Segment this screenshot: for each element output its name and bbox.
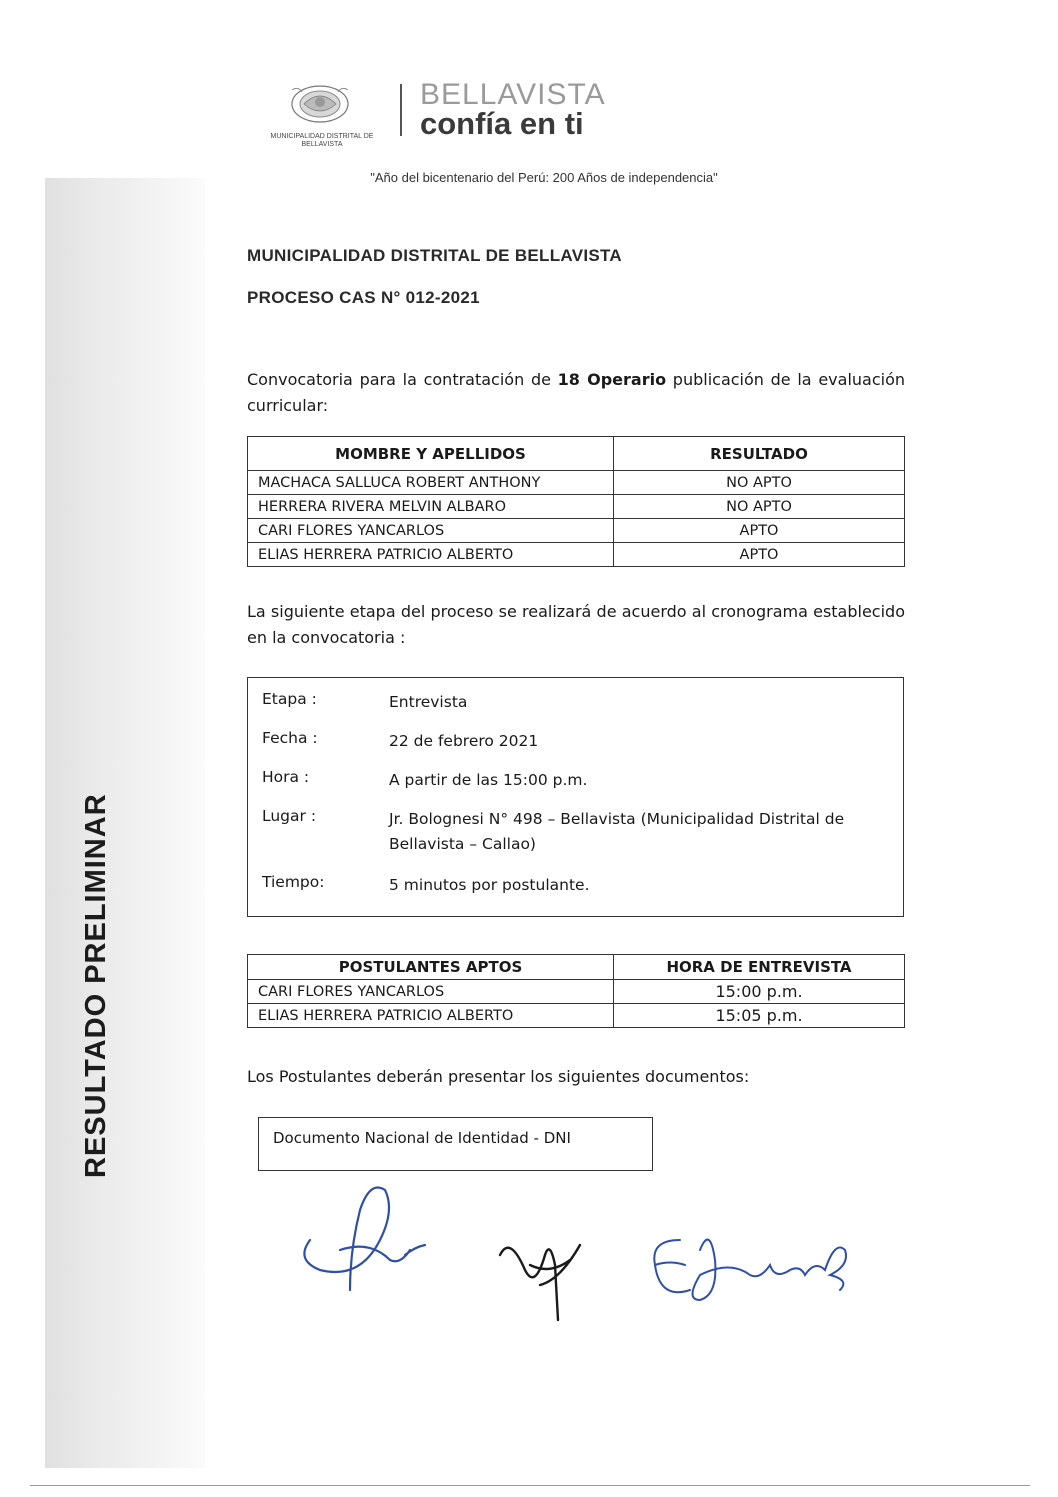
schedule-value: 5 minutos por postulante.	[389, 876, 590, 894]
schedule-value: A partir de las 15:00 p.m.	[389, 771, 588, 789]
schedule-value: 22 de febrero 2021	[389, 732, 539, 750]
applicant-name: CARI FLORES YANCARLOS	[248, 980, 614, 1004]
table-row	[248, 1004, 905, 1028]
table-row	[248, 543, 905, 567]
table-row	[248, 980, 905, 1004]
interview-time: 15:05 p.m.	[614, 1004, 905, 1028]
schedule-value: Jr. Bolognesi N° 498 – Bellavista (Municipalidad Distrital de Bellavista – Callao)	[389, 810, 845, 853]
table-row	[248, 495, 905, 519]
process-number: PROCESO CAS N° 012-2021	[247, 288, 480, 307]
applicant-name: CARI FLORES YANCARLOS	[248, 519, 614, 543]
intro-position: 18 Operario	[557, 370, 667, 389]
applicant-name: ELIAS HERRERA PATRICIO ALBERTO	[248, 1004, 614, 1028]
schedule-label: Tiempo:	[262, 873, 325, 891]
sidebar-stamp	[45, 178, 205, 1468]
logo-divider	[400, 84, 402, 136]
table-header-row	[248, 955, 905, 980]
column-header-result: RESULTADO	[614, 437, 905, 471]
schedule-box	[247, 677, 904, 917]
column-header-name: MOMBRE Y APELLIDOS	[248, 437, 614, 471]
signature-3-icon	[640, 1220, 860, 1310]
column-header-interview-time: HORA DE ENTREVISTA	[614, 955, 905, 980]
applicant-name: HERRERA RIVERA MELVIN ALBARO	[248, 495, 614, 519]
brand-name: BELLAVISTA	[420, 78, 606, 111]
schedule-label: Etapa :	[262, 690, 317, 708]
table-row	[248, 471, 905, 495]
page-title: MUNICIPALIDAD DISTRITAL DE BELLAVISTA	[247, 246, 623, 265]
signature-2-icon	[490, 1225, 590, 1325]
signature-1-icon	[290, 1180, 440, 1300]
column-header-applicants: POSTULANTES APTOS	[248, 955, 614, 980]
next-stage-paragraph: La siguiente etapa del proceso se realizará de acuerdo al cronograma establecido en la convocatoria :	[247, 602, 905, 647]
table-header-row	[248, 437, 905, 471]
applicant-result: APTO	[614, 543, 905, 567]
logo-caption: MUNICIPALIDAD DISTRITAL DE BELLAVISTA	[270, 133, 374, 148]
interview-table	[247, 954, 905, 1028]
intro-text-start: Convocatoria para la contratación de	[247, 370, 558, 389]
applicant-result: NO APTO	[614, 495, 905, 519]
applicant-result: APTO	[614, 519, 905, 543]
intro-paragraph	[247, 367, 905, 419]
year-motto: "Año del bicentenario del Perú: 200 Años de independencia"	[370, 170, 718, 185]
table-row	[248, 519, 905, 543]
intro-text-end: publicación de la evaluación curricular:	[247, 370, 906, 415]
applicant-name: ELIAS HERRERA PATRICIO ALBERTO	[248, 543, 614, 567]
applicant-name: MACHACA SALLUCA ROBERT ANTHONY	[248, 471, 614, 495]
interview-time: 15:00 p.m.	[614, 980, 905, 1004]
documents-intro: Los Postulantes deberán presentar los siguientes documentos:	[247, 1067, 750, 1086]
schedule-label: Fecha :	[262, 729, 318, 747]
stamp-text: RESULTADO PRELIMINAR	[80, 793, 112, 1178]
applicant-result: NO APTO	[614, 471, 905, 495]
schedule-value: Entrevista	[389, 693, 468, 711]
document-item: Documento Nacional de Identidad - DNI	[273, 1129, 571, 1147]
brand-slogan: confía en ti	[420, 106, 584, 141]
schedule-label: Hora :	[262, 768, 310, 786]
page-bottom-rule	[30, 1485, 1030, 1486]
schedule-label: Lugar :	[262, 807, 317, 825]
results-table	[247, 436, 905, 567]
documents-box	[258, 1117, 653, 1171]
